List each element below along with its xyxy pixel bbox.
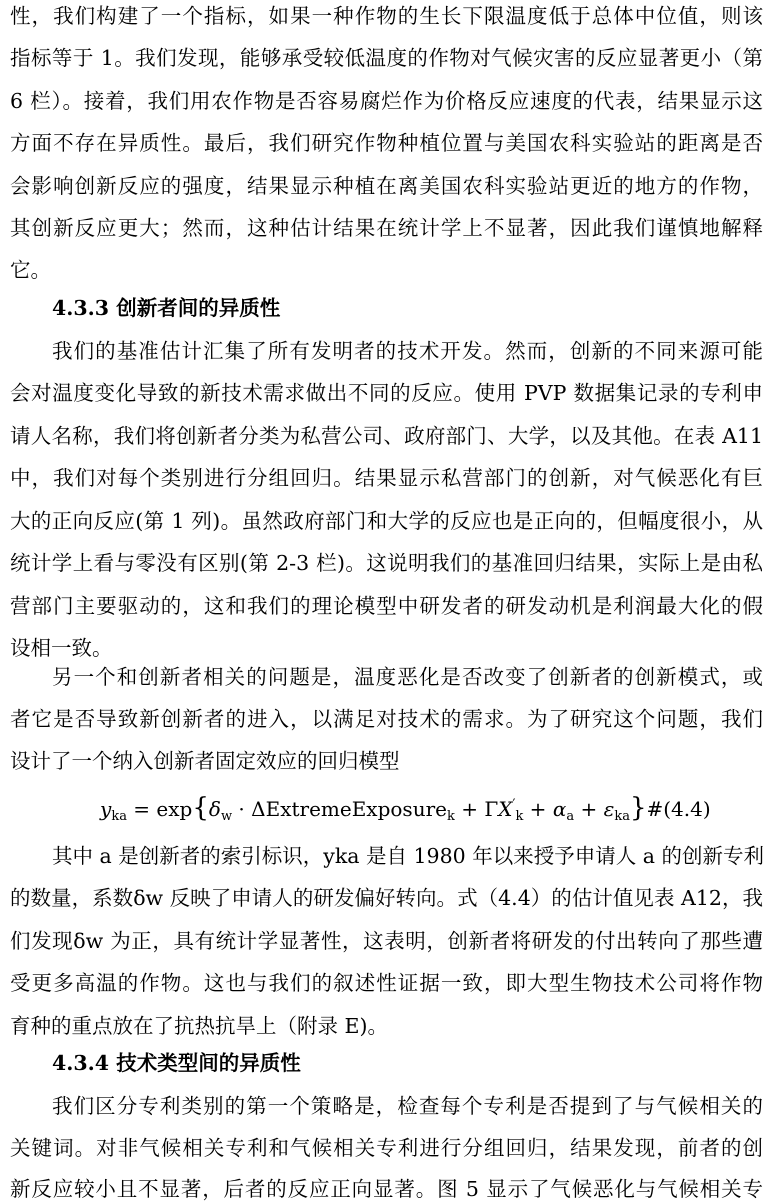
- text-line: 性，我们构建了一个指标，如果一种作物的生长下限温度低于总体中位值，则该: [10, 4, 763, 28]
- text-line: 关键词。对非气候相关专利和气候相关专利进行分组回归，结果发现，前者的创: [10, 1136, 763, 1160]
- eq-x-sup: ′: [512, 797, 516, 812]
- eq-lhs-sub: ka: [111, 809, 127, 824]
- text-line: 育种的重点放在了抗热抗旱上（附录 E)。: [10, 1014, 388, 1038]
- eq-lhs: y: [100, 797, 112, 821]
- text-line: 营部门主要驱动的，这和我们的理论模型中研发者的研发动机是利润最大化的假: [10, 594, 763, 618]
- text-line: 设相一致。: [10, 636, 113, 660]
- eq-x-sub: k: [515, 809, 524, 824]
- text-line: 会影响创新反应的强度，结果显示种植在离美国农科实验站更近的地方的作物，: [10, 174, 763, 198]
- section-heading: 4.3.4 技术类型间的异质性: [52, 1051, 301, 1075]
- text-line: 其创新反应更大；然而，这种估计结果在统计学上不显著，因此我们谨慎地解释: [10, 216, 763, 240]
- eq-epsilon-sub: ka: [614, 809, 630, 824]
- eq-alpha: α: [552, 797, 567, 821]
- text-line: 设计了一个纳入创新者固定效应的回归模型: [10, 749, 400, 773]
- eq-delta: δ: [208, 797, 221, 821]
- equation-4-4: $y_{ka} = \exp\{\delta_w$ · ΔExtremeExposure$_k$ + $\Gamma X'_k + \alpha_a$ + $\varepsilon_{ka}\}\#(4.4)$: [100, 793, 711, 824]
- eq-epsilon: ε: [603, 797, 615, 821]
- eq-plus-eps: +: [574, 797, 604, 821]
- text-line: 另一个和创新者相关的问题是，温度恶化是否改变了创新者的创新模式，或: [52, 665, 763, 689]
- eq-gamma: + Γ: [454, 797, 499, 821]
- text-line: 它。: [10, 258, 51, 282]
- text-line: 者它是否导致新创新者的进入，以满足对技术的需求。为了研究这个问题，我们: [10, 707, 763, 731]
- text-line: 新反应较小且不显著，后者的反应正向显著。图 5 显示了气候恶化与气候相关专: [10, 1177, 763, 1201]
- text-line: 中，我们对每个类别进行分组回归。结果显示私营部门的创新，对气候恶化有巨: [10, 466, 763, 490]
- eq-x: X: [498, 797, 513, 821]
- eq-extreme-exposure: · ΔExtremeExposure: [232, 797, 447, 821]
- text-line: 其中 a 是创新者的索引标识，yka 是自 1980 年以来授予申请人 a 的创新专利: [52, 844, 764, 868]
- text-line: 统计学上看与零没有区别(第 2-3 栏)。这说明我们的基准回归结果，实际上是由私: [10, 551, 763, 575]
- text-line: 受更多高温的作物。这也与我们的叙述性证据一致，即大型生物技术公司将作物: [10, 971, 763, 995]
- eq-exposure-sub: k: [446, 809, 455, 824]
- eq-alpha-sub: a: [566, 809, 575, 824]
- eq-delta-sub: w: [220, 809, 233, 824]
- text-line: 们发现δw 为正，具有统计学显著性，这表明，创新者将研发的付出转向了那些遭: [10, 929, 763, 953]
- text-line: 我们的基准估计汇集了所有发明者的技术开发。然而，创新的不同来源可能: [52, 339, 763, 363]
- eq-plus-alpha: +: [523, 797, 553, 821]
- text-line: 大的正向反应(第 1 列)。虽然政府部门和大学的反应也是正向的，但幅度很小，从: [10, 509, 763, 533]
- text-line: 6 栏）。接着，我们用农作物是否容易腐烂作为价格反应速度的代表，结果显示这: [10, 89, 763, 113]
- text-line: 方面不存在异质性。最后，我们研究作物种植位置与美国农科实验站的距离是否: [10, 131, 763, 155]
- eq-exp: = exp: [126, 797, 193, 821]
- text-line: 请人名称，我们将创新者分类为私营公司、政府部门、大学，以及其他。在表 A11: [10, 424, 763, 448]
- text-line: 指标等于 1。我们发现，能够承受较低温度的作物对气候灾害的反应显著更小（第: [10, 46, 763, 70]
- text-line: 的数量，系数δw 反映了申请人的研发偏好转向。式（4.4）的估计值见表 A12，我: [10, 886, 763, 910]
- text-line: 会对温度变化导致的新技术需求做出不同的反应。使用 PVP 数据集记录的专利申: [10, 381, 763, 405]
- text-line: 我们区分专利类别的第一个策略是，检查每个专利是否提到了与气候相关的: [52, 1094, 763, 1118]
- section-heading: 4.3.3 创新者间的异质性: [52, 296, 281, 320]
- eq-label: #(4.4): [646, 797, 711, 821]
